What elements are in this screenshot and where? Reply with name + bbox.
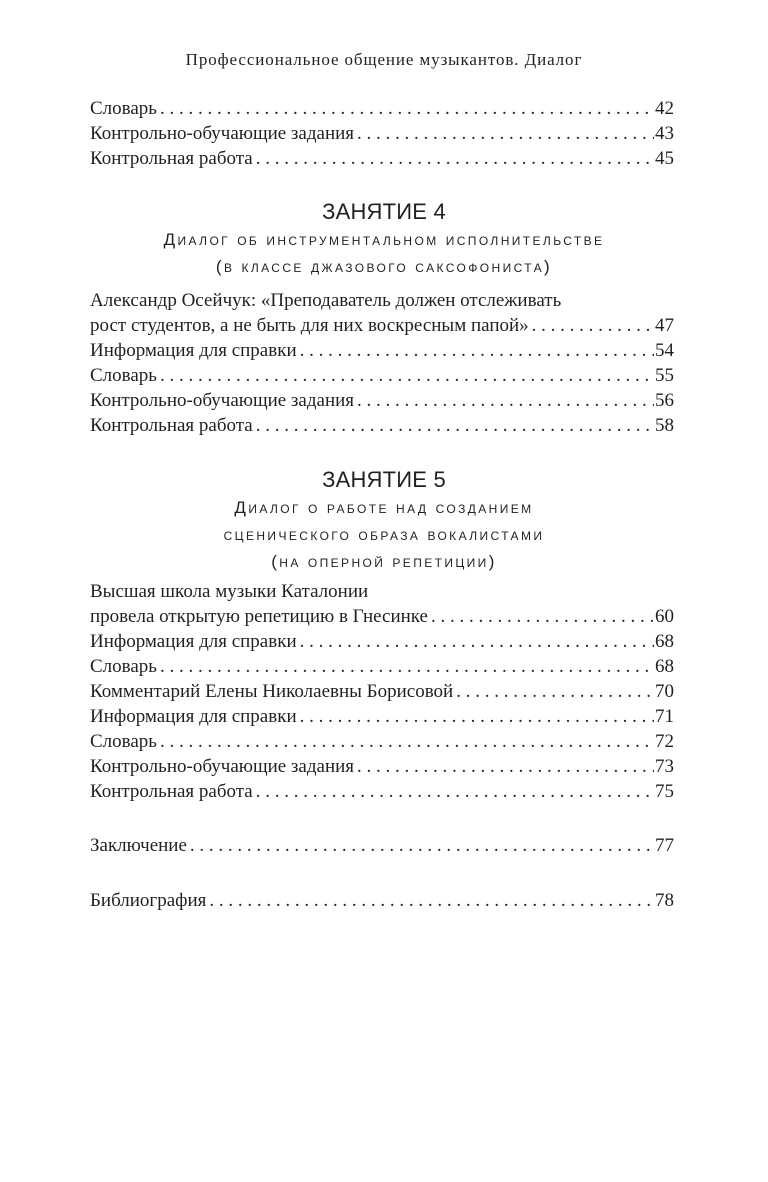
lesson4-subtitle-line: Диалог об инструментальном исполнительстве [163, 230, 605, 249]
toc-entry-title: Словарь [90, 365, 157, 386]
toc-entry[interactable] [90, 313, 674, 338]
toc-entry[interactable] [90, 754, 674, 779]
toc-entry[interactable] [90, 833, 674, 858]
dot-leader [300, 338, 654, 363]
toc-bibliography [90, 888, 674, 913]
toc-entry[interactable] [90, 629, 674, 654]
toc-group-lesson4 [90, 288, 674, 438]
toc-entry-title: Библиография [90, 890, 207, 911]
lesson5-subtitle-line: сценического образа вокалистами [223, 525, 545, 544]
toc-entry-page: 55 [655, 365, 674, 386]
toc-entry-title: Контрольно-обучающие задания [90, 390, 355, 411]
toc-entry-page: 42 [655, 98, 674, 119]
toc-entry-title-line1[interactable]: Высшая школа музыки Каталонии [90, 581, 369, 602]
dot-leader [357, 388, 654, 413]
dot-leader [160, 654, 654, 679]
toc-entry[interactable] [90, 779, 674, 804]
toc-entry-title: Словарь [90, 731, 157, 752]
toc-entry-page: 60 [655, 606, 674, 627]
toc-entry-page: 72 [655, 731, 674, 752]
lesson4-heading: ЗАНЯТИЕ 4 [322, 199, 446, 224]
dot-leader [357, 754, 654, 779]
toc-entry-title: Контрольно-обучающие задания [90, 756, 355, 777]
lesson5-heading: ЗАНЯТИЕ 5 [322, 467, 446, 492]
toc-entry[interactable] [90, 338, 674, 363]
toc-entry-title: Комментарий Елены Николаевны Борисовой [90, 681, 454, 702]
toc-entry-title: рост студентов, а не быть для них воскресным папой» [90, 315, 529, 336]
dot-leader [431, 604, 654, 629]
toc-entry-page: 70 [655, 681, 674, 702]
toc-entry[interactable] [90, 679, 674, 704]
toc-entry[interactable] [90, 96, 674, 121]
dot-leader [456, 679, 654, 704]
toc-entry-title: Информация для справки [90, 706, 297, 727]
toc-entry-title: Словарь [90, 98, 157, 119]
toc-entry-page: 58 [655, 415, 674, 436]
toc-group-lesson5 [90, 579, 674, 804]
running-head: Профессиональное общение музыкантов. Диалог [185, 50, 583, 69]
toc-entry[interactable] [90, 413, 674, 438]
toc-entry-page: 43 [655, 123, 674, 144]
dot-leader [256, 413, 654, 438]
toc-entry[interactable] [90, 121, 674, 146]
dot-leader [256, 146, 654, 171]
toc-entry[interactable] [90, 654, 674, 679]
dot-leader [190, 833, 654, 858]
lesson5-subtitle-line: (на оперной репетиции) [271, 552, 497, 571]
toc-entry-title: Контрольно-обучающие задания [90, 123, 355, 144]
toc-entry[interactable] [90, 704, 674, 729]
toc-entry[interactable] [90, 146, 674, 171]
toc-entry-title-line1[interactable]: Александр Осейчук: «Преподаватель должен отслеживать [90, 290, 562, 311]
toc-entry-page: 68 [655, 631, 674, 652]
dot-leader [160, 729, 654, 754]
toc-entry-title: Заключение [90, 835, 187, 856]
lesson4-subtitle-line: (в классе джазового саксофониста) [215, 257, 553, 276]
toc-entry-page: 56 [655, 390, 674, 411]
dot-leader [300, 704, 654, 729]
toc-entry-page: 71 [655, 706, 674, 727]
toc-entry-title: Информация для справки [90, 340, 297, 361]
lesson5-subtitle-line: Диалог о работе над созданием [234, 498, 534, 517]
dot-leader [209, 888, 654, 913]
dot-leader [256, 779, 654, 804]
dot-leader [532, 313, 654, 338]
toc-entry-page: 75 [655, 781, 674, 802]
toc-entry[interactable] [90, 604, 674, 629]
toc-entry-page: 77 [655, 835, 674, 856]
toc-conclusion [90, 833, 674, 858]
toc-entry-title: Контрольная работа [90, 415, 253, 436]
toc-entry-page: 47 [655, 315, 674, 336]
toc-entry-title: Словарь [90, 656, 157, 677]
toc-entry-page: 54 [655, 340, 674, 361]
toc-entry-title: Информация для справки [90, 631, 297, 652]
toc-entry[interactable] [90, 388, 674, 413]
dot-leader [300, 629, 654, 654]
lesson5-heading-block [0, 466, 768, 575]
toc-entry[interactable] [90, 888, 674, 913]
toc-entry-title: Контрольная работа [90, 148, 253, 169]
dot-leader [160, 363, 654, 388]
toc-entry[interactable] [90, 363, 674, 388]
toc-entry[interactable] [90, 729, 674, 754]
toc-entry-page: 78 [655, 890, 674, 911]
toc-entry-page: 68 [655, 656, 674, 677]
dot-leader [160, 96, 654, 121]
toc-entry-title: провела открытую репетицию в Гнесинке [90, 606, 428, 627]
dot-leader [357, 121, 654, 146]
toc-entry-page: 73 [655, 756, 674, 777]
toc-group-lesson3-tail [90, 96, 674, 171]
toc-entry-title: Контрольная работа [90, 781, 253, 802]
lesson4-heading-block [0, 198, 768, 280]
toc-entry-page: 45 [655, 148, 674, 169]
